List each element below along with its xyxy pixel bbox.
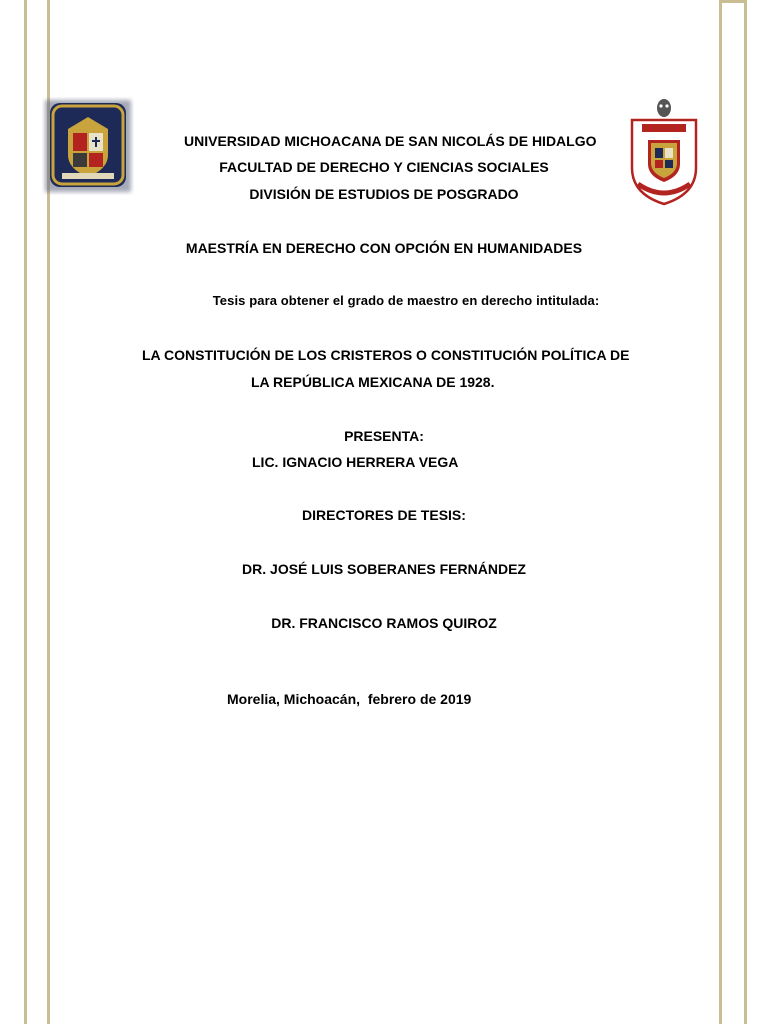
division-name: DIVISIÓN DE ESTUDIOS DE POSGRADO [249, 186, 519, 202]
presenter-name: LIC. IGNACIO HERRERA VEGA [252, 454, 459, 470]
program-name: MAESTRÍA EN DERECHO CON OPCIÓN EN HUMANIDADES [185, 240, 583, 256]
university-seal-logo [42, 97, 134, 195]
director-name-1: DR. JOSÉ LUIS SOBERANES FERNÁNDEZ [242, 561, 526, 577]
director-name-2: DR. FRANCISCO RAMOS QUIROZ [271, 615, 497, 631]
thesis-title-line-2: LA REPÚBLICA MEXICANA DE 1928. [251, 374, 495, 390]
directors-label: DIRECTORES DE TESIS: [302, 507, 466, 523]
university-name: UNIVERSIDAD MICHOACANA DE SAN NICOLÁS DE HIDALGO [184, 133, 597, 149]
faculty-name: FACULTAD DE DERECHO Y CIENCIAS SOCIALES [219, 159, 549, 175]
right-top-border-line [722, 0, 747, 3]
place-date: Morelia, Michoacán, febrero de 2019 [227, 691, 472, 707]
thesis-intro: Tesis para obtener el grado de maestro en derecho intitulada: [212, 293, 600, 308]
presenter-label: PRESENTA: [344, 428, 424, 444]
thesis-title-line-1: LA CONSTITUCIÓN DE LOS CRISTEROS O CONSTITUCIÓN POLÍTICA DE [142, 347, 630, 363]
